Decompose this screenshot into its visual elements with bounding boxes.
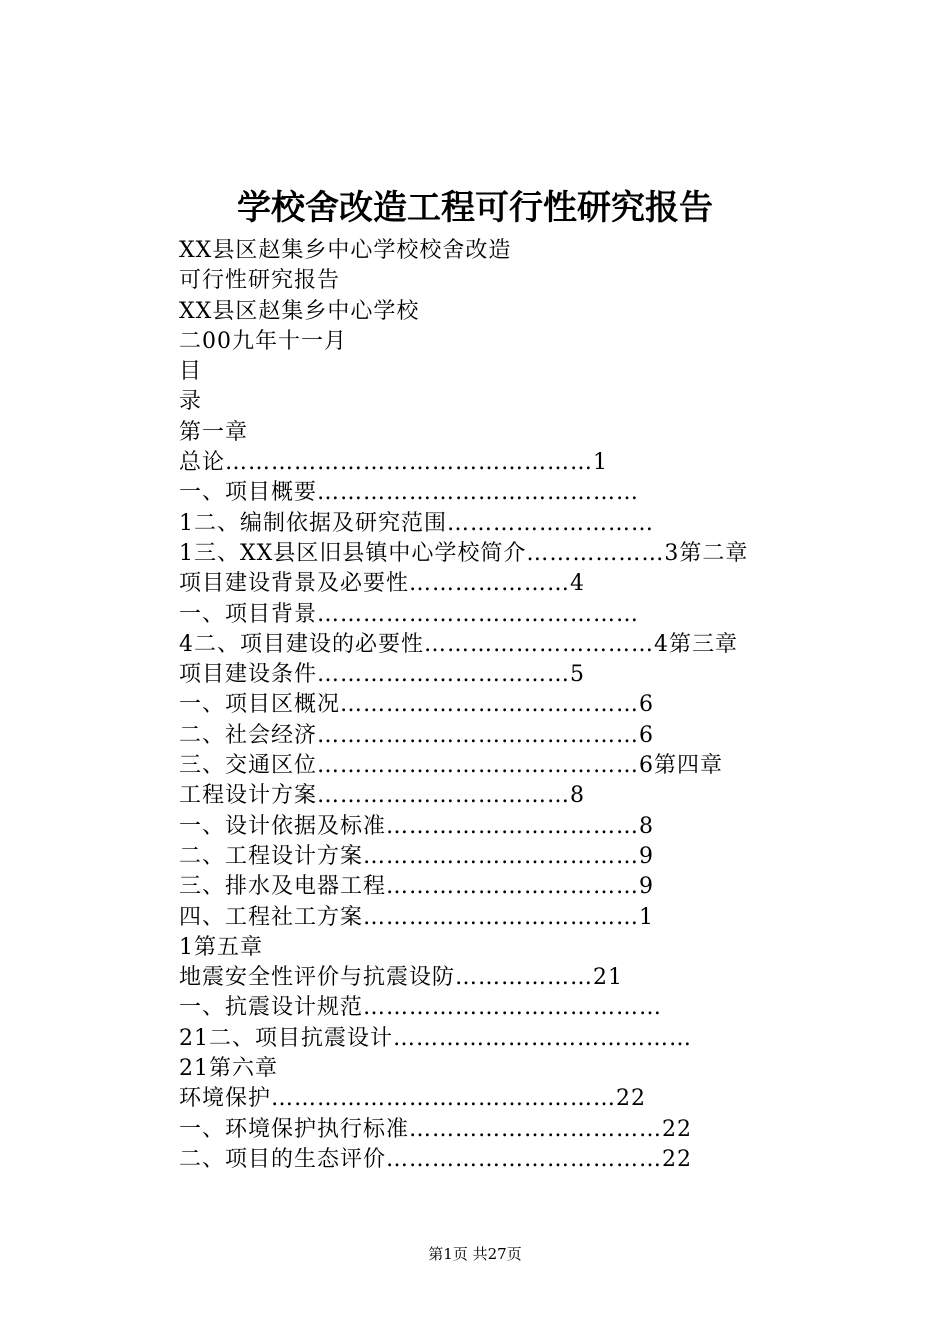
toc-entry: 21第六章 (179, 1056, 278, 1082)
text-line: XX县区赵集乡中心学校校舍改造 (179, 238, 512, 263)
toc-entry: 二、项目的生态评价………………………………22 (179, 1146, 692, 1172)
toc-entry: 二、社会经济……………………………………6 (179, 722, 654, 748)
toc-entry: 地震安全性评价与抗震设防………………21 (179, 965, 623, 991)
toc-entry: 21二、项目抗震设计………………………………… (179, 1025, 692, 1051)
toc-entry: 1二、编制依据及研究范围……………………… (179, 510, 654, 536)
document-title: 学校舍改造工程可行性研究报告 (237, 188, 713, 228)
toc-entry: 工程设计方案……………………………8 (179, 783, 585, 809)
text-line: 目 (179, 359, 203, 385)
toc-entry: 一、项目背景…………………………………… (179, 601, 640, 627)
toc-entry: 一、环境保护执行标准……………………………22 (179, 1116, 692, 1142)
toc-entry: 一、设计依据及标准……………………………8 (179, 813, 654, 839)
toc-entry: 项目建设条件……………………………5 (179, 662, 585, 688)
text-line: 录 (179, 389, 203, 415)
text-line: XX县区赵集乡中心学校 (179, 298, 420, 324)
toc-entry: 一、项目区概况…………………………………6 (179, 692, 654, 718)
document-body (179, 236, 879, 1175)
toc-entry: 1三、XX县区旧县镇中心学校简介………………3第二章 (179, 540, 749, 566)
text-line: 二00九年十一月 (179, 328, 347, 354)
toc-entry: 项目建设背景及必要性…………………4 (179, 571, 585, 597)
toc-entry: 1第五章 (179, 934, 263, 960)
text-line: 可行性研究报告 (179, 268, 341, 294)
toc-entry: 一、抗震设计规范………………………………… (179, 995, 663, 1021)
toc-entry: 二、工程设计方案………………………………9 (179, 843, 654, 869)
toc-chapter: 第一章 (179, 419, 249, 445)
toc-entry: 一、项目概要…………………………………… (179, 480, 640, 506)
toc-entry: 4二、项目建设的必要性…………………………4第三章 (179, 631, 738, 657)
toc-entry: 三、交通区位……………………………………6第四章 (179, 753, 723, 779)
toc-entry: 总论…………………………………………1 (179, 450, 608, 476)
toc-entry: 环境保护………………………………………22 (179, 1086, 646, 1112)
page-footer: 第1页 共27页 (428, 1245, 522, 1263)
toc-entry: 四、工程社工方案………………………………1 (179, 904, 654, 930)
toc-entry: 三、排水及电器工程……………………………9 (179, 874, 654, 900)
